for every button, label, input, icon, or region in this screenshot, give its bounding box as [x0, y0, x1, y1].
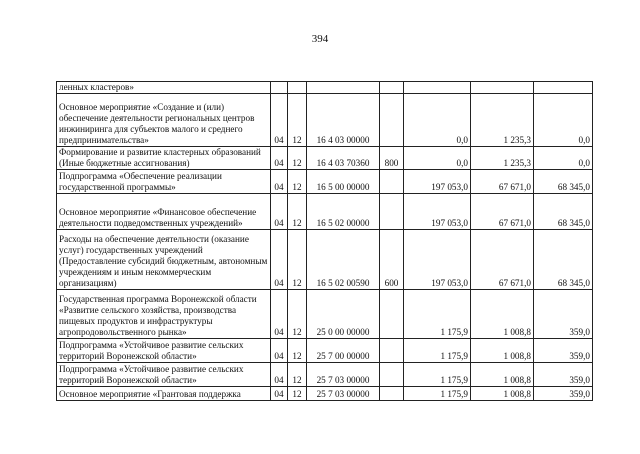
target-article-cell: 25 7 00 00000: [307, 339, 380, 363]
subsection-code-cell: 12: [288, 290, 307, 339]
amount-cell-3: 359,0: [534, 290, 593, 339]
section-code-cell: 04: [271, 230, 288, 290]
expense-type-cell: [380, 290, 404, 339]
section-code-cell: 04: [271, 170, 288, 194]
amount-cell-3: 68 345,0: [534, 194, 593, 230]
amount-cell-1: 1 175,9: [404, 290, 471, 339]
amount-cell-3: 68 345,0: [534, 170, 593, 194]
table-row: [57, 147, 593, 170]
expense-type-cell: [380, 339, 404, 363]
table-row: [57, 194, 593, 230]
subsection-code-cell: [288, 82, 307, 94]
amount-cell-3: 359,0: [534, 363, 593, 387]
section-code-cell: 04: [271, 290, 288, 339]
amount-cell-1: 197 053,0: [404, 194, 471, 230]
amount-cell-1: 1 175,9: [404, 387, 471, 401]
table-row: [57, 387, 593, 401]
amount-cell-3: 359,0: [534, 339, 593, 363]
amount-cell-2: 1 008,8: [471, 387, 534, 401]
subsection-code-cell: 12: [288, 387, 307, 401]
expense-type-cell: [380, 363, 404, 387]
expense-type-cell: [380, 194, 404, 230]
amount-cell-1: 197 053,0: [404, 230, 471, 290]
row-name-cell: Подпрограмма «Устойчивое развитие сельских территорий Воронежской области»: [57, 363, 271, 387]
amount-cell-2: 1 235,3: [471, 94, 534, 147]
amount-cell-2: [471, 82, 534, 94]
amount-cell-3: 359,0: [534, 387, 593, 401]
section-code-cell: 04: [271, 147, 288, 170]
row-name-cell: Подпрограмма «Устойчивое развитие сельских территорий Воронежской области»: [57, 339, 271, 363]
section-code-cell: 04: [271, 363, 288, 387]
amount-cell-1: 1 175,9: [404, 363, 471, 387]
section-code-cell: 04: [271, 339, 288, 363]
amount-cell-2: 67 671,0: [471, 194, 534, 230]
amount-cell-3: 0,0: [534, 147, 593, 170]
amount-cell-3: [534, 82, 593, 94]
expense-type-cell: [380, 170, 404, 194]
table-row: [57, 339, 593, 363]
amount-cell-1: 0,0: [404, 94, 471, 147]
row-name-cell: Основное мероприятие «Грантовая поддержка: [57, 387, 271, 401]
expense-type-cell: [380, 94, 404, 147]
budget-table: [56, 81, 593, 401]
row-name-cell: Подпрограмма «Обеспечение реализации государственной программы»: [57, 170, 271, 194]
table-row: [57, 363, 593, 387]
target-article-cell: 16 5 02 00590: [307, 230, 380, 290]
section-code-cell: 04: [271, 387, 288, 401]
amount-cell-2: 1 008,8: [471, 339, 534, 363]
expense-type-cell: 800: [380, 147, 404, 170]
section-code-cell: [271, 82, 288, 94]
expense-type-cell: 600: [380, 230, 404, 290]
page-number: 394: [311, 33, 329, 45]
amount-cell-2: 67 671,0: [471, 170, 534, 194]
amount-cell-1: 0,0: [404, 147, 471, 170]
amount-cell-1: 197 053,0: [404, 170, 471, 194]
row-name-cell: Расходы на обеспечение деятельности (оказание услуг) государственных учреждений (Предоставление субсидий бюджетным, автономным учреждениям и иным некоммерческим организациям): [57, 230, 271, 290]
target-article-cell: 25 0 00 00000: [307, 290, 380, 339]
target-article-cell: 16 4 03 00000: [307, 94, 380, 147]
table-row: [57, 230, 593, 290]
amount-cell-2: 1 235,3: [471, 147, 534, 170]
section-code-cell: 04: [271, 194, 288, 230]
table-row: [57, 290, 593, 339]
amount-cell-2: 1 008,8: [471, 290, 534, 339]
table-row: [57, 170, 593, 194]
table-row: [57, 82, 593, 94]
amount-cell-1: [404, 82, 471, 94]
row-name-cell: ленных кластеров»: [57, 82, 271, 94]
amount-cell-1: 1 175,9: [404, 339, 471, 363]
amount-cell-3: 0,0: [534, 94, 593, 147]
subsection-code-cell: 12: [288, 147, 307, 170]
amount-cell-2: 1 008,8: [471, 363, 534, 387]
target-article-cell: 16 4 03 70360: [307, 147, 380, 170]
subsection-code-cell: 12: [288, 194, 307, 230]
row-name-cell: Основное мероприятие «Создание и (или) обеспечение деятельности региональных центров инжиниринга для субъектов малого и среднего предпринимательства»: [57, 94, 271, 147]
subsection-code-cell: 12: [288, 363, 307, 387]
expense-type-cell: [380, 82, 404, 94]
target-article-cell: 16 5 00 00000: [307, 170, 380, 194]
amount-cell-3: 68 345,0: [534, 230, 593, 290]
target-article-cell: 16 5 02 00000: [307, 194, 380, 230]
table-row: [57, 94, 593, 147]
target-article-cell: 25 7 03 00000: [307, 363, 380, 387]
amount-cell-2: 67 671,0: [471, 230, 534, 290]
expense-type-cell: [380, 387, 404, 401]
subsection-code-cell: 12: [288, 339, 307, 363]
row-name-cell: Основное мероприятие «Финансовое обеспечение деятельности подведомственных учреждений»: [57, 194, 271, 230]
subsection-code-cell: 12: [288, 94, 307, 147]
row-name-cell: Государственная программа Воронежской области «Развитие сельского хозяйства, производства пищевых продуктов и инфраструктуры агропродовольственного рынка»: [57, 290, 271, 339]
target-article-cell: 25 7 03 00000: [307, 387, 380, 401]
target-article-cell: [307, 82, 380, 94]
row-name-cell: Формирование и развитие кластерных образований (Иные бюджетные ассигнования): [57, 147, 271, 170]
subsection-code-cell: 12: [288, 170, 307, 194]
section-code-cell: 04: [271, 94, 288, 147]
subsection-code-cell: 12: [288, 230, 307, 290]
